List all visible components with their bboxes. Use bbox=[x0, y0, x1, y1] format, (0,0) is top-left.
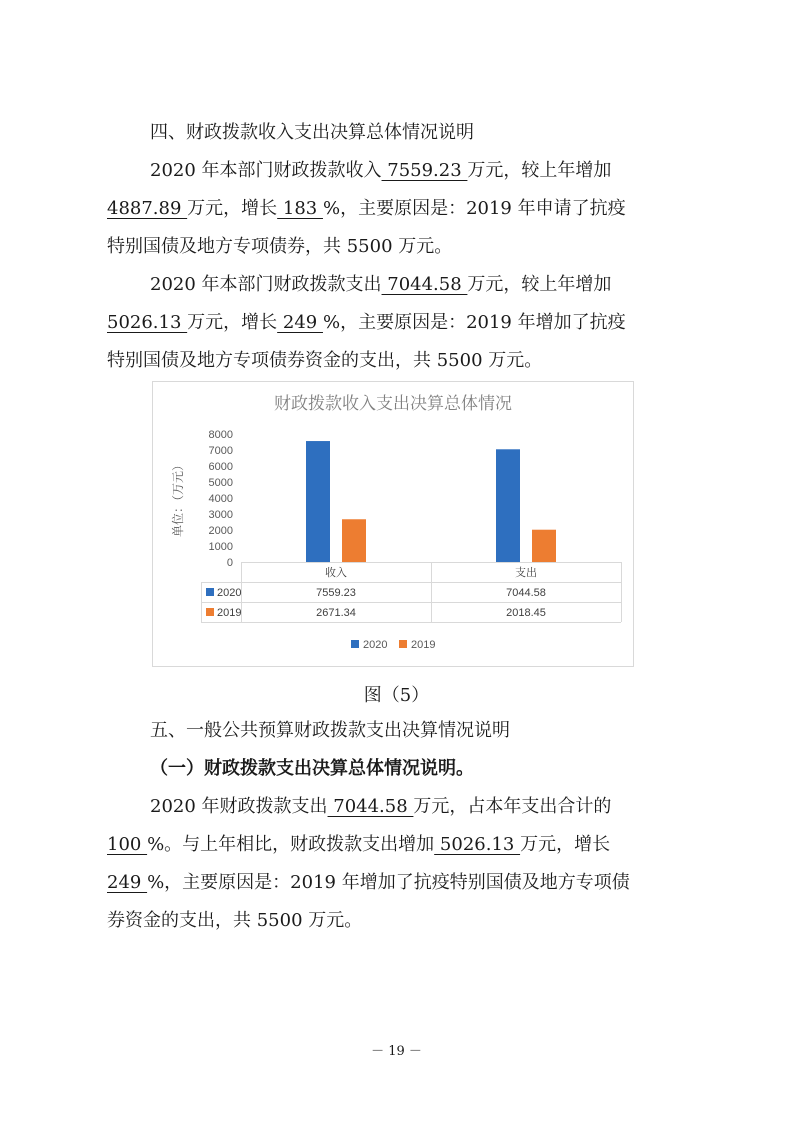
table-legend-key bbox=[206, 588, 214, 596]
y-tick-label: 6000 bbox=[208, 461, 233, 473]
text: %，主要原因是：2019 年增加了抗疫特别国债及地方专项债 bbox=[147, 872, 630, 893]
text: 万元，较上年增加 bbox=[467, 274, 612, 295]
y-tick-label: 7000 bbox=[208, 445, 233, 457]
y-tick-label: 2000 bbox=[208, 525, 233, 537]
table-data-label: 7559.23 bbox=[316, 587, 356, 599]
text: %，主要原因是：2019 年增加了抗疫 bbox=[322, 312, 626, 333]
table-data-label: 2671.34 bbox=[316, 607, 356, 619]
bar-chart bbox=[152, 381, 634, 667]
value: 183 bbox=[277, 198, 323, 219]
chart-canvas bbox=[153, 382, 633, 666]
bar-2019 bbox=[342, 519, 366, 562]
paragraph-line: 特别国债及地方专项债券，共 5500 万元。 bbox=[107, 236, 453, 257]
y-tick-label: 3000 bbox=[208, 509, 233, 521]
table-data-label: 7044.58 bbox=[506, 587, 546, 599]
paragraph-line bbox=[107, 311, 757, 335]
text: 2020 年财政拨款支出 bbox=[150, 796, 328, 817]
chart-title: 财政拨款收入支出决算总体情况 bbox=[274, 394, 512, 413]
section4-heading: 四、财政拨款收入支出决算总体情况说明 bbox=[150, 122, 474, 143]
paragraph-line: 券资金的支出，共 5500 万元。 bbox=[107, 910, 363, 931]
y-tick-label: 4000 bbox=[208, 493, 233, 505]
paragraph-line: 特别国债及地方专项债券资金的支出，共 5500 万元。 bbox=[107, 350, 543, 371]
table-series-name: 2020 bbox=[217, 587, 242, 599]
text: %。与上年相比，财政拨款支出增加 bbox=[147, 834, 435, 855]
page-number: － 19 － bbox=[371, 1044, 422, 1059]
paragraph-line bbox=[107, 833, 757, 857]
text: %，主要原因是：2019 年申请了抗疫 bbox=[322, 198, 626, 219]
text: 2020 年本部门财政拨款收入 bbox=[150, 160, 382, 181]
x-category-label: 支出 bbox=[515, 567, 537, 579]
text: 万元，增长 bbox=[187, 198, 278, 219]
section5-subheading: （一）财政拨款支出决算总体情况说明。 bbox=[150, 758, 474, 779]
value: 5026.13 bbox=[434, 834, 521, 855]
y-axis-label: 单位：（万元） bbox=[171, 458, 185, 538]
value: 4887.89 bbox=[107, 198, 188, 219]
value: 249 bbox=[277, 312, 323, 333]
bar-2019 bbox=[532, 530, 556, 562]
table-series-name: 2019 bbox=[217, 607, 242, 619]
y-tick-label: 8000 bbox=[208, 429, 233, 441]
figure-caption: 图（5） bbox=[363, 685, 430, 706]
legend-label: 2019 bbox=[411, 639, 436, 651]
table-data-label: 2018.45 bbox=[506, 607, 546, 619]
paragraph-line bbox=[107, 871, 757, 895]
text: 万元，占本年支出合计的 bbox=[413, 796, 612, 817]
legend-key-2019 bbox=[399, 640, 407, 648]
text: 万元，较上年增加 bbox=[467, 160, 612, 181]
y-tick-label: 1000 bbox=[208, 541, 233, 553]
paragraph-line bbox=[150, 159, 750, 183]
legend-key-2020 bbox=[351, 640, 359, 648]
value: 7044.58 bbox=[327, 796, 414, 817]
value: 7559.23 bbox=[381, 160, 468, 181]
value: 100 bbox=[107, 834, 148, 855]
table-legend-key bbox=[206, 608, 214, 616]
text: 2020 年本部门财政拨款支出 bbox=[150, 274, 382, 295]
paragraph-line bbox=[107, 197, 757, 221]
text: 万元，增长 bbox=[187, 312, 278, 333]
paragraph-line bbox=[150, 795, 750, 819]
bar-2020 bbox=[496, 449, 520, 562]
value: 249 bbox=[107, 872, 148, 893]
text: 万元，增长 bbox=[520, 834, 611, 855]
y-tick-label: 5000 bbox=[208, 477, 233, 489]
x-category-label: 收入 bbox=[325, 567, 347, 579]
section5-heading: 五、一般公共预算财政拨款支出决算情况说明 bbox=[150, 720, 510, 741]
bar-2020 bbox=[306, 441, 330, 562]
y-tick-label: 0 bbox=[226, 557, 233, 569]
value: 5026.13 bbox=[107, 312, 188, 333]
paragraph-line bbox=[150, 273, 750, 297]
legend-label: 2020 bbox=[363, 639, 388, 651]
value: 7044.58 bbox=[381, 274, 468, 295]
